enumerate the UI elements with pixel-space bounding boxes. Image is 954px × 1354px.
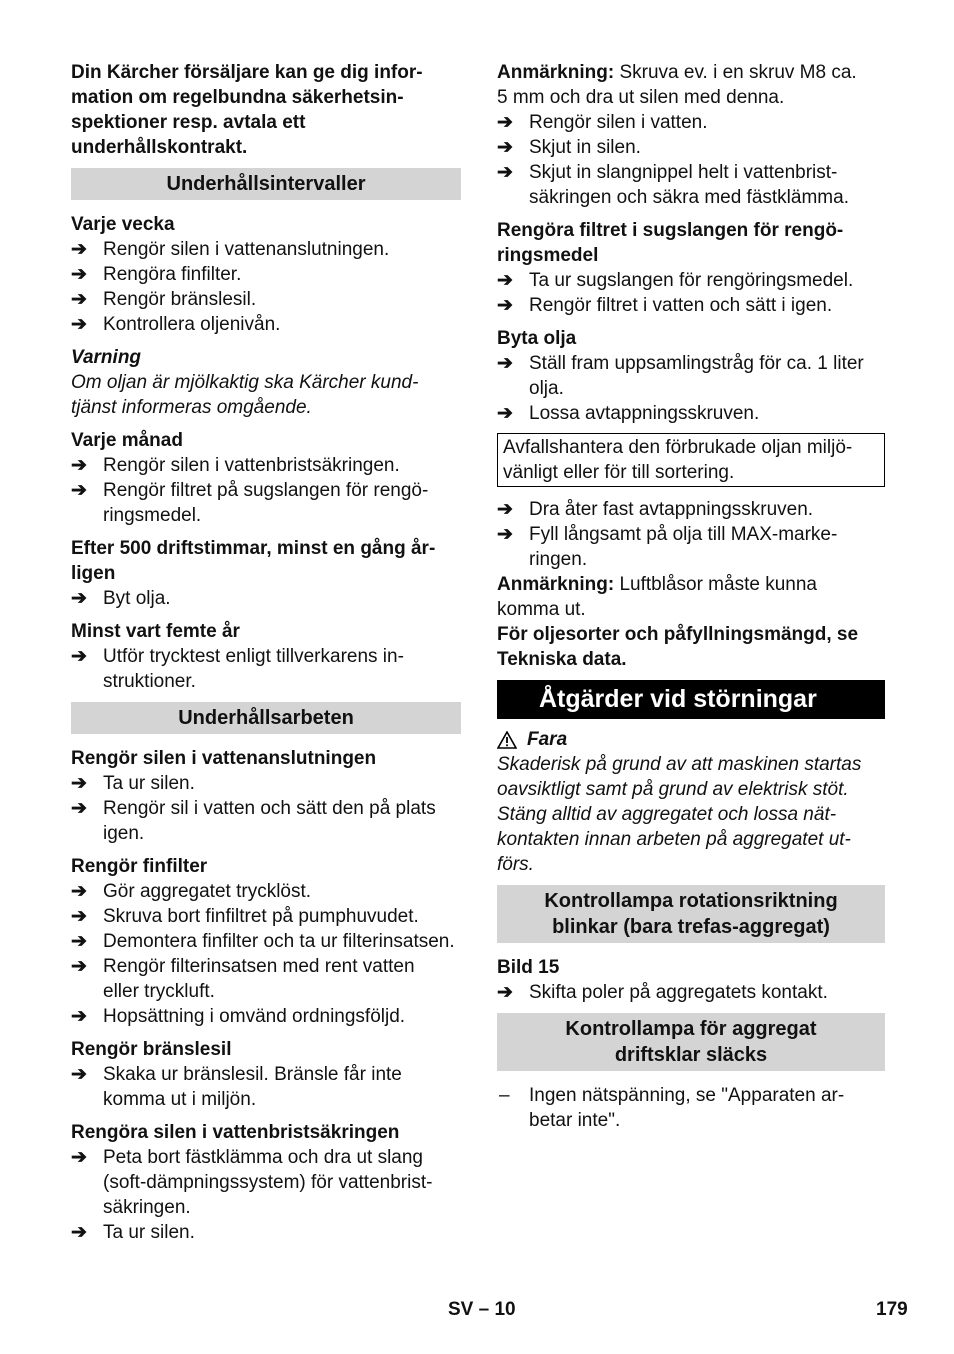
arrow-right-icon: ➔: [71, 1147, 87, 1168]
ready-lamp-list: [497, 1083, 885, 1133]
list-item: ➔ Rengör bränslesil.: [71, 289, 257, 310]
arrow-right-icon: ➔: [71, 1064, 87, 1085]
list-item: ➔ Skjut in silen.: [497, 137, 641, 158]
arrow-right-icon: ➔: [497, 112, 513, 133]
dash-bullet: –: [499, 1085, 510, 1106]
hours-500-list: [71, 586, 461, 611]
list-item: – Ingen nätspänning, se "Apparaten ar- betar inte".: [499, 1085, 845, 1131]
list-item: ➔ Ta ur silen.: [71, 1222, 195, 1243]
list-item: ➔ Rengör filtret på sugslangen för rengö- ringsmedel.: [71, 480, 429, 526]
maintenance-work-heading: Underhållsarbeten: [71, 702, 461, 734]
warning-triangle-icon: [497, 731, 517, 749]
strainer-steps-list: [497, 110, 885, 210]
arrow-right-icon: ➔: [497, 982, 513, 1003]
list-item: ➔ Rengör filtret i vatten och sätt i igen.: [497, 295, 833, 316]
list-item: ➔ Peta bort fästklämma och dra ut slang (soft-dämpningssystem) för vattenbrist- säkringen.: [71, 1147, 433, 1218]
arrow-right-icon: ➔: [71, 773, 87, 794]
page-number: 179: [876, 1299, 908, 1320]
arrow-right-icon: ➔: [71, 646, 87, 667]
clean-backflow-heading: Rengöra silen i vattenbristsäkringen: [71, 1122, 400, 1143]
list-item: ➔ Rengöra finfilter.: [71, 264, 242, 285]
arrow-right-icon: ➔: [71, 588, 87, 609]
list-item: ➔ Gör aggregatet trycklöst.: [71, 881, 312, 902]
note-air-bubbles: Anmärkning: Luftblåsor måste kunna komma ut.: [497, 574, 817, 620]
intro-text: Din Kärcher försäljare kan ge dig infor- mation om regelbundna säkerhetsin- spektioner resp. avtala ett underhållskontrakt.: [71, 62, 423, 158]
arrow-right-icon: ➔: [71, 1006, 87, 1027]
arrow-right-icon: ➔: [71, 289, 87, 310]
list-item: ➔ Rengör filterinsatsen med rent vatten eller tryckluft.: [71, 956, 415, 1002]
clean-inlet-heading: Rengör silen i vattenanslutningen: [71, 748, 377, 769]
right-column: [497, 60, 885, 1133]
clean-fuel-strainer-list: [71, 1062, 461, 1112]
monthly-list: [71, 453, 461, 528]
footer-section-label: SV – 10: [448, 1299, 516, 1320]
list-item: ➔ Skaka ur bränslesil. Bränsle får inte komma ut i miljön.: [71, 1064, 402, 1110]
troubleshooting-section-title: Åtgärder vid störningar: [497, 680, 885, 719]
danger-heading: Fara: [497, 727, 885, 752]
arrow-right-icon: ➔: [497, 499, 513, 520]
arrow-right-icon: ➔: [71, 455, 87, 476]
arrow-right-icon: ➔: [71, 1222, 87, 1243]
arrow-right-icon: ➔: [71, 931, 87, 952]
left-column: [71, 60, 461, 1245]
arrow-right-icon: ➔: [71, 480, 87, 501]
environment-note-box: Avfallshantera den förbrukade oljan miljö- vänligt eller för till sortering.: [497, 433, 885, 487]
figure-15-heading: Bild 15: [497, 957, 560, 978]
list-item: ➔ Demontera finfilter och ta ur filterinsatsen.: [71, 931, 455, 952]
arrow-right-icon: ➔: [71, 906, 87, 927]
list-item: ➔ Ställ fram uppsamlingstråg för ca. 1 liter olja.: [497, 353, 864, 399]
ready-lamp-heading: Kontrollampa för aggregat driftsklar släcks: [497, 1013, 885, 1071]
warning-heading: Varning: [71, 347, 142, 368]
list-item: ➔ Utför trycktest enligt tillverkarens in- struktioner.: [71, 646, 404, 692]
list-item: ➔ Byt olja.: [71, 588, 171, 609]
detergent-filter-list: [497, 268, 885, 318]
arrow-right-icon: ➔: [71, 314, 87, 335]
clean-fuel-strainer-heading: Rengör bränslesil: [71, 1039, 232, 1060]
arrow-right-icon: ➔: [497, 403, 513, 424]
fifth-year-list: [71, 644, 461, 694]
arrow-right-icon: ➔: [497, 353, 513, 374]
clean-inlet-list: [71, 771, 461, 846]
arrow-right-icon: ➔: [71, 798, 87, 819]
list-item: ➔ Hopsättning i omvänd ordningsföljd.: [71, 1006, 406, 1027]
weekly-heading: Varje vecka: [71, 214, 175, 235]
clean-backflow-list: [71, 1145, 461, 1245]
arrow-right-icon: ➔: [497, 295, 513, 316]
arrow-right-icon: ➔: [497, 162, 513, 183]
hours-500-heading: Efter 500 driftstimmar, minst en gång år- ligen: [71, 538, 436, 584]
rotation-lamp-heading: Kontrollampa rotationsriktning blinkar (bara trefas-aggregat): [497, 885, 885, 943]
list-item: ➔ Rengör silen i vattenanslutningen.: [71, 239, 390, 260]
monthly-heading: Varje månad: [71, 430, 183, 451]
list-item: ➔ Ta ur sugslangen för rengöringsmedel.: [497, 270, 854, 291]
list-item: ➔ Dra åter fast avtappningsskruven.: [497, 499, 814, 520]
arrow-right-icon: ➔: [497, 524, 513, 545]
oil-change-list: [497, 351, 885, 426]
fifth-year-heading: Minst vart femte år: [71, 621, 240, 642]
clean-fine-filter-list: [71, 879, 461, 1029]
list-item: ➔ Rengör silen i vatten.: [497, 112, 708, 133]
arrow-right-icon: ➔: [71, 881, 87, 902]
arrow-right-icon: ➔: [497, 137, 513, 158]
list-item: ➔ Ta ur silen.: [71, 773, 195, 794]
list-item: ➔ Skifta poler på aggregatets kontakt.: [497, 982, 828, 1003]
oil-types-note: För oljesorter och påfyllningsmängd, se Tekniska data.: [497, 624, 859, 670]
arrow-right-icon: ➔: [71, 956, 87, 977]
arrow-right-icon: ➔: [71, 264, 87, 285]
arrow-right-icon: ➔: [497, 270, 513, 291]
list-item: ➔ Rengör sil i vatten och sätt den på plats igen.: [71, 798, 436, 844]
list-item: ➔ Fyll långsamt på olja till MAX-marke- ringen.: [497, 524, 838, 570]
clean-fine-filter-heading: Rengör finfilter: [71, 856, 208, 877]
list-item: ➔ Kontrollera oljenivån.: [71, 314, 281, 335]
detergent-filter-heading: Rengöra filtret i sugslangen för rengö- ringsmedel: [497, 220, 844, 266]
list-item: ➔ Skruva bort finfiltret på pumphuvudet.: [71, 906, 419, 927]
arrow-right-icon: ➔: [71, 239, 87, 260]
oil-refill-list: [497, 497, 885, 572]
note-screw: Anmärkning: Skruva ev. i en skruv M8 ca. 5 mm och dra ut silen med denna.: [497, 62, 857, 108]
list-item: ➔ Skjut in slangnippel helt i vattenbrist- säkringen och säkra med fästklämma.: [497, 162, 849, 208]
oil-change-heading: Byta olja: [497, 328, 577, 349]
weekly-list: [71, 237, 461, 337]
list-item: ➔ Rengör silen i vattenbristsäkringen.: [71, 455, 400, 476]
danger-text: Skaderisk på grund av att maskinen startas oavsiktligt samt på grund av elektrisk stöt. Stäng alltid av aggregatet och lossa nät- kontakten innan arbeten på aggregatet ut- förs.: [497, 754, 862, 875]
list-item: ➔ Lossa avtappningsskruven.: [497, 403, 760, 424]
maintenance-intervals-heading: Underhållsintervaller: [71, 168, 461, 200]
warning-text: Om oljan är mjölkaktig ska Kärcher kund- tjänst informeras omgående.: [71, 372, 419, 418]
figure-15-list: [497, 980, 885, 1005]
